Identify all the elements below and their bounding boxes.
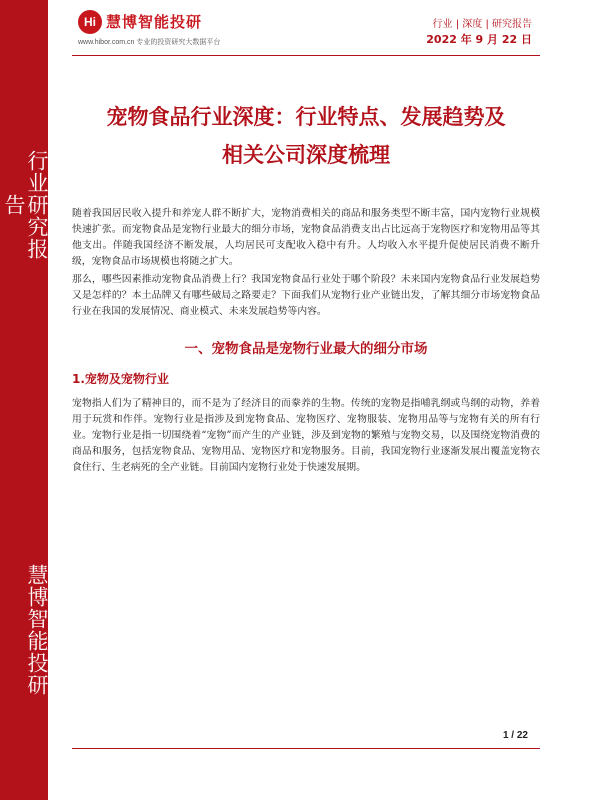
body-paragraph: 宠物指人们为了精神目的，而不是为了经济目的而豢养的生物。传统的宠物是指哺乳纲或鸟纲的动物，养着用于玩赏和作伴。宠物行业是指涉及到宠物食品、宠物医疗、宠物服装、宠物用品等与宠物有关的所有行业。宠物行业是指一切围绕着“宠物”而产生的产业链，涉及到宠物的繁殖与宠物交易，以及围绕宠物消费的商品和服务，包括宠物食品、宠物用品、宠物医疗和宠物服务。目前，我国宠物行业逐渐发展出覆盖宠物衣食住行、生老病死的全产业链。目前国内宠物行业处于快速发展期。 (72, 398, 540, 473)
hibor-logo[interactable] (78, 10, 278, 54)
intro-paragraph-1: 随着我国居民收入提升和养宠人群不断扩大，宠物消费相关的商品和服务类型不断丰富，国内宠物行业规模快速扩张。而宠物食品是宠物行业最大的细分市场，宠物食品消费支出占比远高于宠物医疗和宠物用品等其他支出。伴随我国经济不断发展，人均居民可支配收入稳中有升。人均收入水平提升促使居民消费不断升级，宠物食品市场规模也将随之扩大。 (72, 208, 540, 267)
left-sidebar (0, 0, 48, 800)
report-title (72, 98, 540, 174)
page-number: 1 / 22 (502, 730, 528, 741)
sub-heading: 1.宠物及宠物行业 (72, 372, 169, 386)
report-categories: 行业 | 深度 | 研究报告 (432, 19, 532, 30)
report-date: 2022 年 9 月 22 日 (426, 33, 532, 46)
intro-paragraph-2: 那么，哪些因素推动宠物食品消费上行？我国宠物食品行业处于哪个阶段？未来国内宠物食品行业发展趋势又是怎样的？本土品牌又有哪些破局之路要走？下面我们从宠物行业产业链出发，了解其细分市场宠物食品行业在我国的发展情况、商业模式、未来发展趋势等内容。 (72, 274, 540, 317)
logo-url-line: www.hibor.com.cn 专业的投资研究大数据平台 (78, 39, 221, 46)
footer-divider (72, 748, 540, 749)
report-title-line-1: 宠物食品行业深度：行业特点、发展趋势及 (106, 105, 506, 129)
header-divider (72, 55, 540, 56)
logo-icon: Hi (78, 10, 102, 34)
sidebar-brand-label: 慧博智能投研 (25, 564, 49, 696)
report-title-line-2: 相关公司深度梳理 (222, 143, 390, 167)
section-heading: 一、宠物食品是宠物行业最大的细分市场 (184, 341, 428, 357)
report-meta (426, 18, 532, 48)
logo-title: 慧博智能投研 (106, 13, 203, 31)
sidebar-report-type-label: 行业研究报告 (2, 150, 49, 260)
